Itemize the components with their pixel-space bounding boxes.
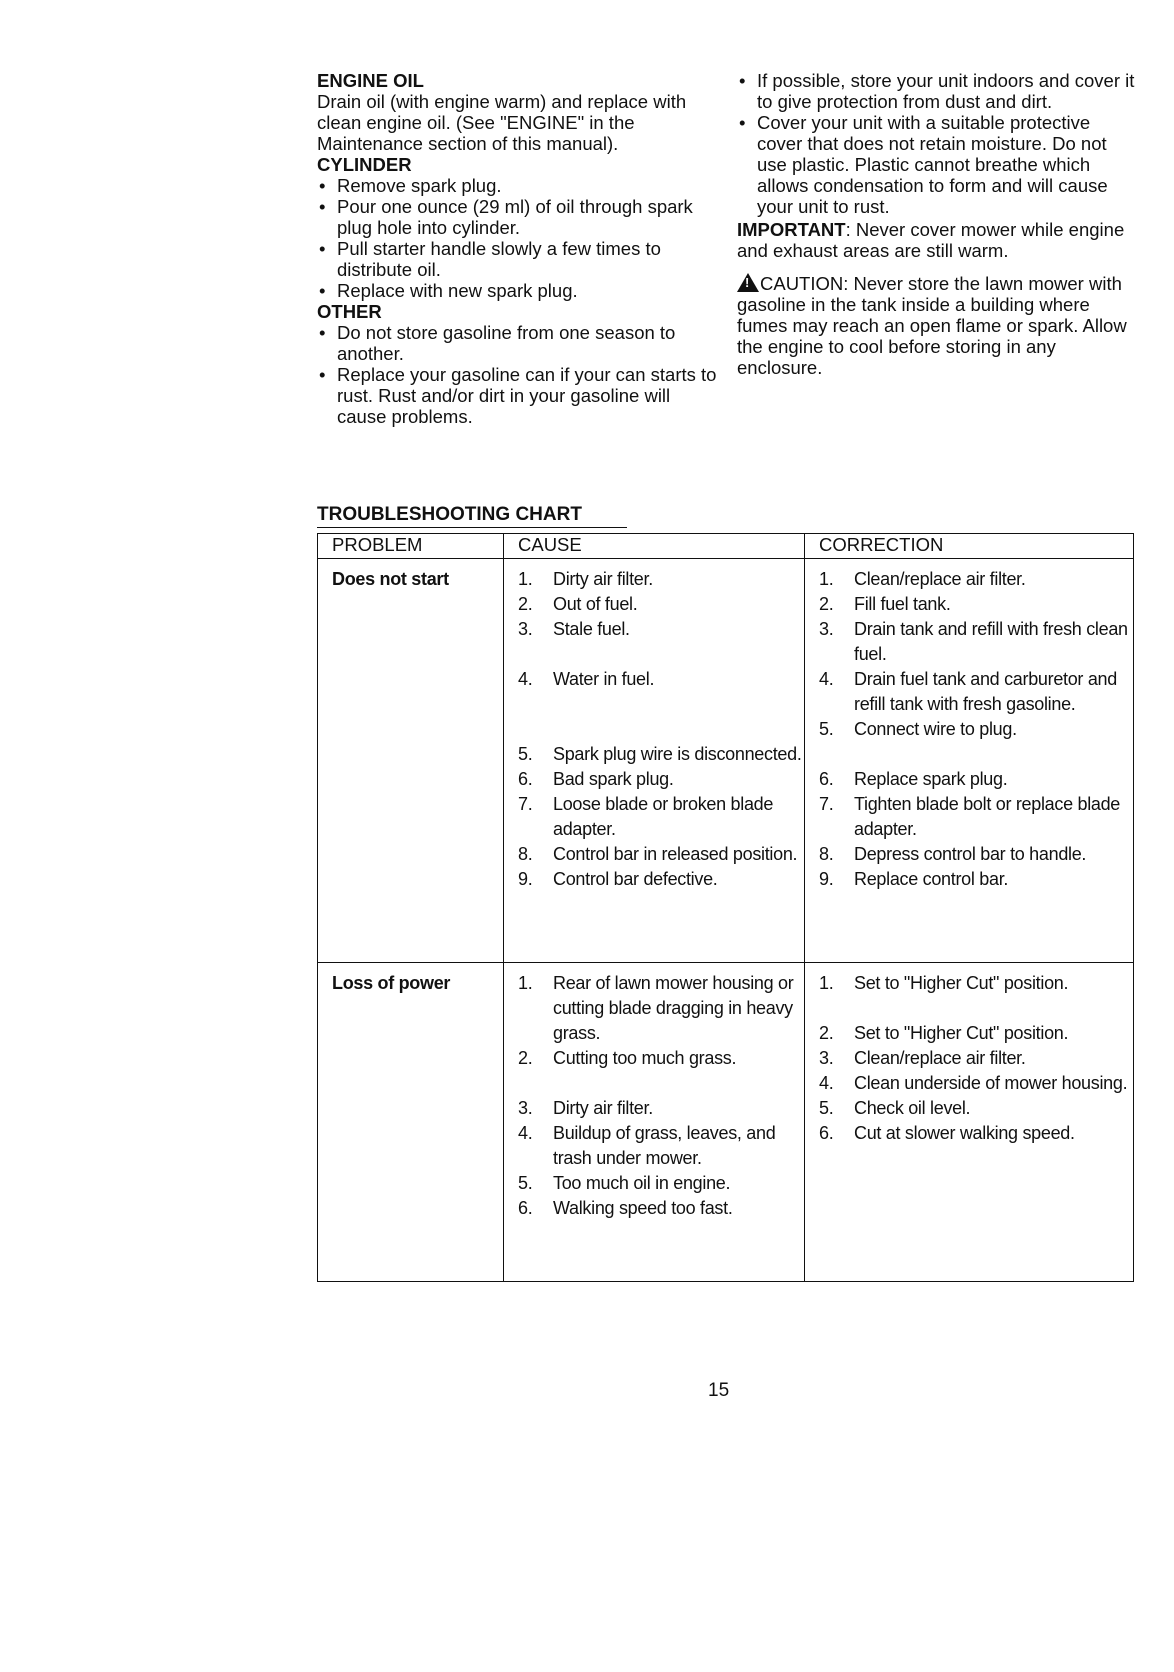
list-item: 1. Dirty air filter. [518,569,653,589]
left-column [317,70,717,427]
important-label: IMPORTANT [737,219,846,240]
list-item [805,742,1133,767]
list-item: 4. Water in fuel. [518,669,655,689]
list-item: 4. Drain fuel tank and carburetor and refill tank with fresh gasoline. [819,669,1117,714]
title-underline [317,527,627,528]
list-item: 8. Control bar in released position. [518,844,798,864]
other-list [317,322,717,427]
list-item: • Do not store gasoline from one season to another. [317,322,717,364]
header-problem: PROBLEM [318,534,504,559]
caution-note [737,273,1137,378]
list-item: • Cover your unit with a suitable protective cover that does not retain moisture. Do not use plastic. Plastic cannot breathe which allows condensation to form and will cause your unit to rust. [737,112,1137,217]
list-item [504,692,804,717]
list-item: • Replace your gasoline can if your can starts to rust. Rust and/or dirt in your gasoline will cause problems. [317,364,717,427]
table-row [318,963,1134,1282]
list-item: • Replace with new spark plug. [317,280,717,301]
list-item: 5. Spark plug wire is disconnected. [518,744,802,764]
list-item: 3. Dirty air filter. [518,1098,653,1119]
list-item: 2. Out of fuel. [518,594,638,614]
important-text: : Never cover mower while engine and exhaust areas are still warm. [737,219,1125,261]
list-item: 9. Replace control bar. [819,869,1009,889]
list-item [504,1071,804,1096]
list-item: 8. Depress control bar to handle. [819,844,1087,864]
engine-oil-text: Drain oil (with engine warm) and replace with clean engine oil. (See "ENGINE" in the Maintenance section of this manual). [317,91,687,154]
list-item: 4. Buildup of grass, leaves, and trash under mower. [518,1123,776,1169]
list-item: • If possible, store your unit indoors and cover it to give protection from dust and dirt. [737,70,1137,112]
cylinder-heading: CYLINDER [317,154,412,175]
right-column [737,70,1137,378]
list-item: 3. Drain tank and refill with fresh clean fuel. [819,619,1128,664]
page-number: 15 [708,1380,730,1401]
caution-text: : Never store the lawn mower with gasoline in the tank inside a building where fumes may reach an open flame or spark. Allow the engine to cool before storing in any enclosure. [737,273,1127,378]
list-item [504,717,804,742]
list-item: 3. Clean/replace air filter. [819,1048,1026,1069]
correction-cell [805,963,1134,1282]
list-item: 6. Replace spark plug. [819,769,1008,789]
cause-cell [504,559,805,963]
storage-list [737,70,1137,217]
problem-cell: Does not start [318,559,504,963]
list-item: 6. Bad spark plug. [518,769,674,789]
table-row [318,559,1134,963]
warning-triangle-icon: ! [737,273,759,292]
correction-cell [805,559,1134,963]
list-item [805,996,1133,1021]
list-item: 4. Clean underside of mower housing. [819,1073,1128,1094]
list-item: 9. Control bar defective. [518,869,718,889]
other-heading: OTHER [317,301,382,322]
list-item: 2. Set to "Higher Cut" position. [819,1023,1069,1044]
list-item: 6. Cut at slower walking speed. [819,1123,1075,1144]
important-note [737,219,1137,261]
list-item: 6. Walking speed too fast. [518,1198,733,1219]
list-item: • Pour one ounce (29 ml) of oil through spark plug hole into cylinder. [317,196,717,238]
list-item: • Pull starter handle slowly a few times to distribute oil. [317,238,717,280]
table-header-row [318,534,1134,559]
problem-cell: Loss of power [318,963,504,1282]
engine-oil-heading: ENGINE OIL [317,70,424,91]
list-item: 7. Loose blade or broken blade adapter. [518,794,774,839]
troubleshooting-title: TROUBLESHOOTING CHART [317,504,582,525]
cylinder-list [317,175,717,301]
header-cause: CAUSE [504,534,805,559]
list-item: 5. Check oil level. [819,1098,971,1119]
list-item: 5. Too much oil in engine. [518,1173,731,1194]
cause-cell [504,963,805,1282]
header-correction: CORRECTION [805,534,1134,559]
list-item: 7. Tighten blade bolt or replace blade adapter. [819,794,1121,839]
list-item: 1. Rear of lawn mower housing or cutting blade dragging in heavy grass. [518,973,794,1044]
list-item: 5. Connect wire to plug. [819,719,1017,739]
list-item: 2. Fill fuel tank. [819,594,951,614]
list-item: 1. Set to "Higher Cut" position. [819,973,1069,994]
list-item: 3. Stale fuel. [518,619,630,639]
list-item [504,642,804,667]
list-item: 2. Cutting too much grass. [518,1048,737,1069]
list-item: • Remove spark plug. [317,175,717,196]
list-item: 1. Clean/replace air filter. [819,569,1026,589]
caution-label: CAUTION [760,273,844,294]
troubleshooting-table [317,533,1134,1282]
